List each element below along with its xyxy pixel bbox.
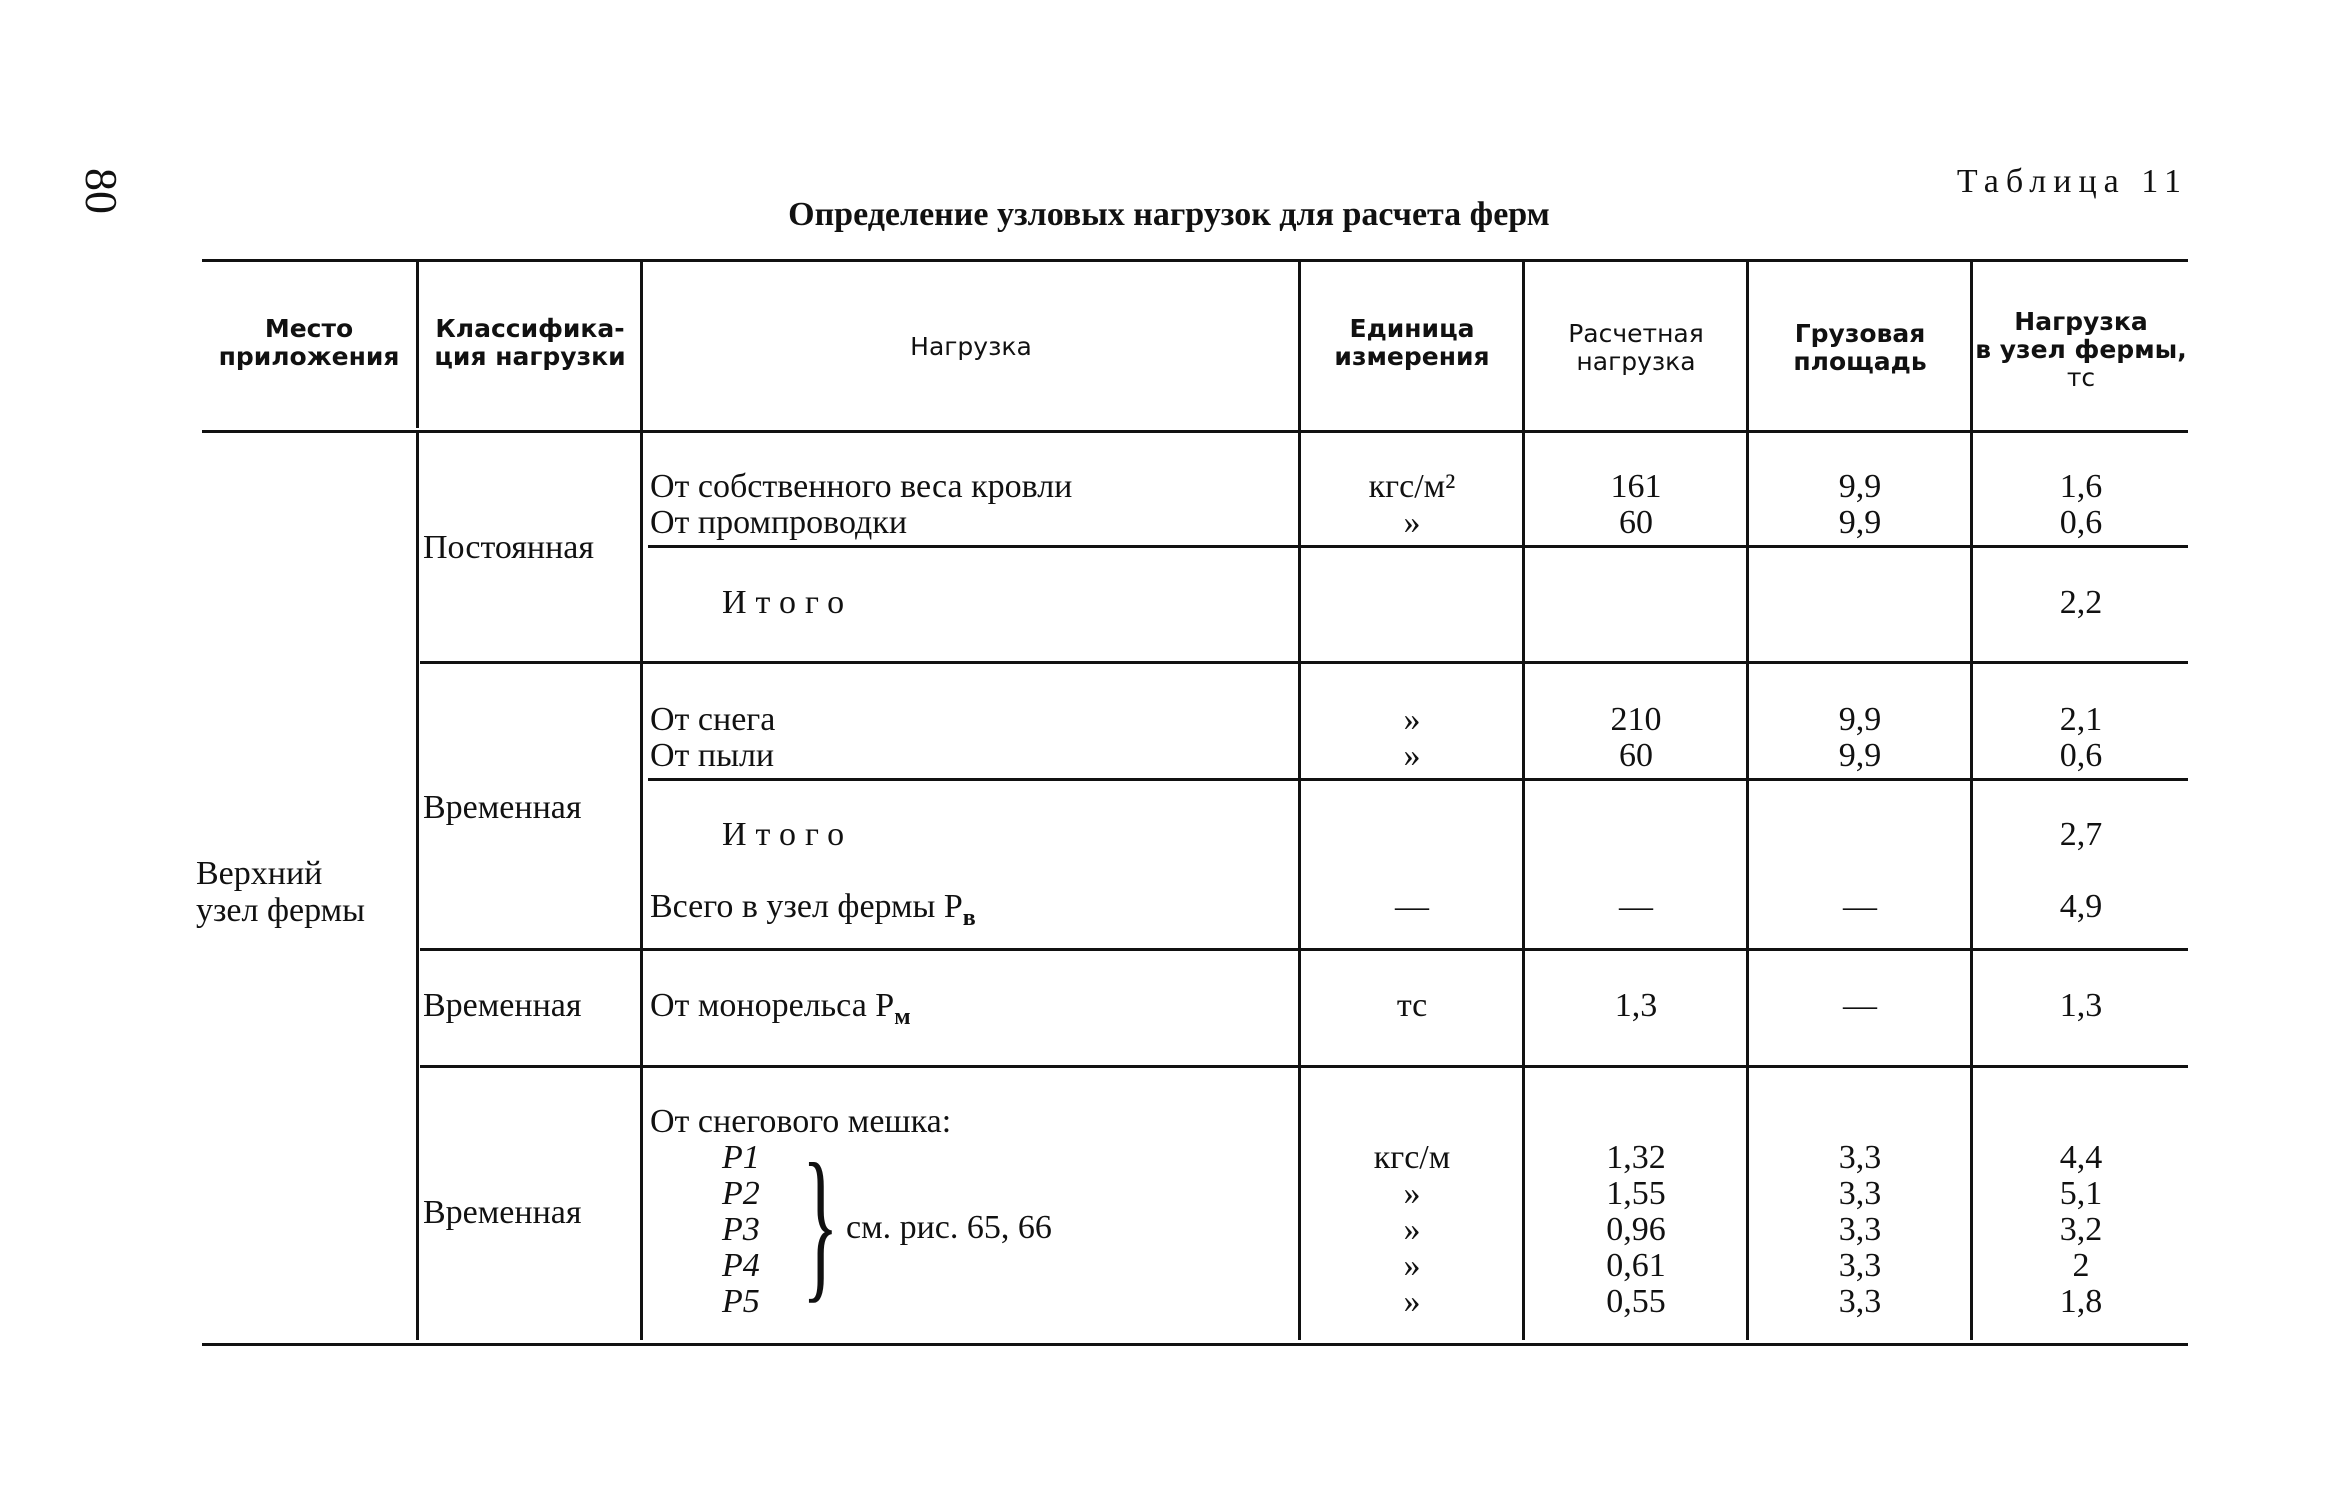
- header-area: Грузовая площадь: [1793, 319, 1927, 376]
- page-number: 80: [76, 168, 127, 214]
- load-unit: »: [1403, 701, 1421, 738]
- subtotal-node-load: 2,2: [2059, 584, 2103, 621]
- column-rule: [416, 262, 419, 428]
- load-point-label: P3: [722, 1211, 760, 1248]
- table-top-rule: [202, 259, 2188, 262]
- classification-label: Постоянная: [423, 529, 595, 566]
- load-unit: тс: [1396, 987, 1428, 1024]
- load-unit: »: [1403, 1175, 1421, 1212]
- design-load-value: 60: [1619, 737, 1653, 774]
- node-load-value: 1,8: [2059, 1283, 2103, 1320]
- load-unit: »: [1403, 1247, 1421, 1284]
- load-name: От снега: [650, 701, 776, 738]
- design-load-value: 0,61: [1606, 1247, 1666, 1284]
- header-node-load: Нагрузка в узел фермы, тс: [1975, 307, 2187, 392]
- node-load-value: 0,6: [2059, 504, 2103, 541]
- table-label: Таблица 11: [1956, 163, 2188, 200]
- header-place: Место приложения: [218, 314, 400, 371]
- place-cell: Верхний узел фермы: [196, 855, 365, 929]
- design-load-value: 210: [1610, 701, 1662, 738]
- subtotal-rule: [648, 778, 2188, 781]
- column-rule: [1746, 262, 1749, 1340]
- load-unit: »: [1403, 737, 1421, 774]
- grand-total-area: —: [1843, 888, 1877, 925]
- node-load-value: 3,2: [2059, 1211, 2103, 1248]
- design-load-value: 60: [1619, 504, 1653, 541]
- node-load-value: 1,3: [2059, 987, 2103, 1024]
- node-load-value: 0,6: [2059, 737, 2103, 774]
- design-load-value: 1,3: [1614, 987, 1658, 1024]
- column-rule: [416, 433, 419, 1340]
- table-bottom-rule: [202, 1343, 2188, 1346]
- load-unit: кгс/м²: [1368, 468, 1456, 505]
- load-point-label: P1: [722, 1139, 760, 1176]
- column-rule: [640, 262, 643, 1340]
- node-load-value: 1,6: [2059, 468, 2103, 505]
- area-value: 3,3: [1838, 1139, 1882, 1176]
- node-load-value: 2,1: [2059, 701, 2103, 738]
- load-unit: »: [1403, 1283, 1421, 1320]
- figure-reference: см. рис. 65, 66: [846, 1209, 1052, 1246]
- snow-bag-heading: От снегового мешка:: [650, 1103, 952, 1140]
- header-load: Нагрузка: [910, 332, 1032, 361]
- load-unit: »: [1403, 504, 1421, 541]
- area-value: 9,9: [1838, 468, 1882, 505]
- group-divider: [420, 661, 2188, 664]
- bracket-brace: }: [802, 1129, 839, 1317]
- load-point-label: P2: [722, 1175, 760, 1212]
- classification-label: Временная: [423, 789, 582, 826]
- header-unit: Единица измерения: [1334, 314, 1490, 371]
- load-name: От пыли: [650, 737, 775, 774]
- group-divider: [420, 948, 2188, 951]
- classification-label: Временная: [423, 1194, 582, 1231]
- design-load-value: 1,55: [1606, 1175, 1666, 1212]
- subtotal-node-load: 2,7: [2059, 816, 2103, 853]
- header-bottom-rule: [202, 430, 2188, 433]
- design-load-value: 1,32: [1606, 1139, 1666, 1176]
- load-point-label: P4: [722, 1247, 760, 1284]
- node-load-value: 4,4: [2059, 1139, 2103, 1176]
- load-name: От промпроводки: [650, 504, 908, 541]
- area-value: 9,9: [1838, 737, 1882, 774]
- area-value: 3,3: [1838, 1283, 1882, 1320]
- subtotal-label: Итого: [722, 584, 854, 621]
- header-classification: Классифика- ция нагрузки: [434, 314, 626, 371]
- column-rule: [1522, 262, 1525, 1340]
- design-load-value: 0,55: [1606, 1283, 1666, 1320]
- area-value: 3,3: [1838, 1247, 1882, 1284]
- load-name: От собственного веса кровли: [650, 468, 1073, 505]
- load-point-label: P5: [722, 1283, 760, 1320]
- grand-total-node-load: 4,9: [2059, 888, 2103, 925]
- grand-total-design: —: [1619, 888, 1653, 925]
- design-load-value: 161: [1610, 468, 1662, 505]
- area-value: 9,9: [1838, 504, 1882, 541]
- area-value: 3,3: [1838, 1175, 1882, 1212]
- classification-label: Временная: [423, 987, 582, 1024]
- area-value: 9,9: [1838, 701, 1882, 738]
- node-load-value: 5,1: [2059, 1175, 2103, 1212]
- table-title: Определение узловых нагрузок для расчета ферм: [788, 196, 1550, 233]
- column-rule: [1298, 262, 1301, 1340]
- group-divider: [420, 1065, 2188, 1068]
- node-load-value: 2: [2072, 1247, 2090, 1284]
- grand-total-label: Всего в узел фермы $P_в$: [650, 888, 976, 931]
- load-unit: кгс/м: [1373, 1139, 1451, 1176]
- load-unit: »: [1403, 1211, 1421, 1248]
- area-value: 3,3: [1838, 1211, 1882, 1248]
- column-rule: [1970, 262, 1973, 1340]
- header-design-load: Расчетная нагрузка: [1568, 319, 1704, 376]
- load-name: От монорельса $P_м$: [650, 987, 911, 1030]
- design-load-value: 0,96: [1606, 1211, 1666, 1248]
- grand-total-unit: —: [1395, 888, 1429, 925]
- subtotal-label: Итого: [722, 816, 854, 853]
- area-value: —: [1843, 987, 1877, 1024]
- subtotal-rule: [648, 545, 2188, 548]
